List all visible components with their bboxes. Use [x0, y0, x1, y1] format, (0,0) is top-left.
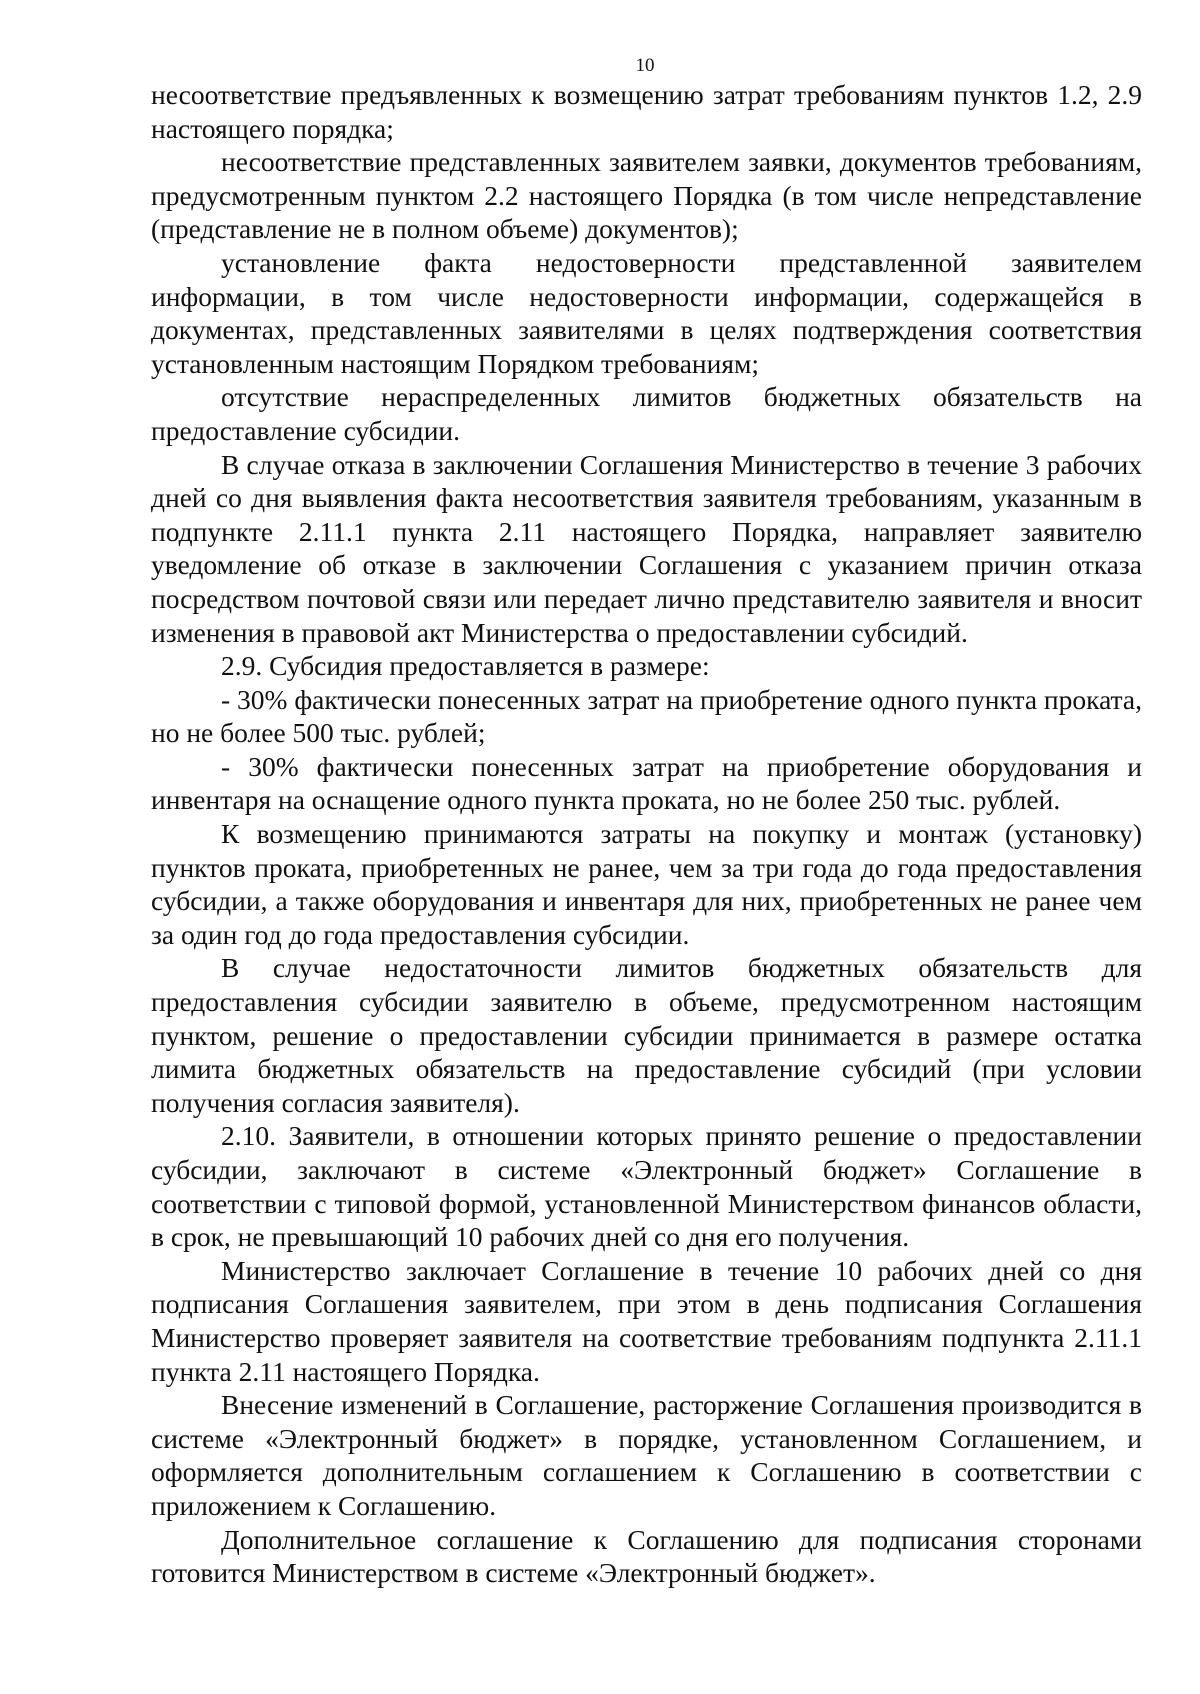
paragraph-14: Дополнительное соглашение к Соглашению для подписания сторонами готовится Министерством в системе «Электронный бюджет». [151, 1523, 1142, 1589]
paragraph-10: В случае недостаточности лимитов бюджетных обязательств для предоставления субсидии заявителю в объеме, предусмотренном настоящим пунктом, решение о предоставлении субсидии принимается в размере остатка лимита бюджетных обязательств на предоставление субсидий (при условии получения согласия заявителя). [151, 952, 1142, 1118]
paragraph-13: Внесение изменений в Соглашение, расторжение Соглашения производится в системе «Электронный бюджет» в порядке, установленном Соглашением, и оформляется дополнительным соглашением к Соглашению в соответствии с приложением к Соглашению. [151, 1389, 1142, 1521]
paragraph-7: - 30% фактически понесенных затрат на приобретение одного пункта проката, но не более 500 тыс. рублей; [151, 683, 1142, 749]
paragraph-12: Министерство заключает Соглашение в течение 10 рабочих дней со дня подписания Соглашения заявителем, при этом в день подписания Соглашения Министерство проверяет заявителя на соответствие требованиям подпункта 2.11.1 пункта 2.11 настоящего Порядка. [151, 1254, 1142, 1387]
paragraph-6: 2.9. Субсидия предоставляется в размере: [221, 650, 710, 682]
paragraph-4: отсутствие нераспределенных лимитов бюджетных обязательств на предоставление субсидии. [151, 381, 1142, 446]
paragraph-3: установление факта недостоверности представленной заявителем информации, в том числе недостоверности информации, содержащейся в документах, представленных заявителями в целях подтверждения соответствия установленным настоящим Порядком требованиям; [151, 246, 1142, 379]
paragraph-9: К возмещению принимаются затраты на покупку и монтаж (установку) пунктов проката, приобретенных не ранее, чем за три года до года предоставления субсидии, а также оборудования и инвентаря для них, приобретенных не ранее чем за один год до года предоставления субсидии. [151, 818, 1142, 950]
paragraph-1: несоответствие предъявленных к возмещению затрат требованиям пунктов 1.2, 2.9 настоящего порядка; [151, 79, 1142, 144]
paragraph-11: 2.10. Заявители, в отношении которых принято решение о предоставлении субсидии, заключают в системе «Электронный бюджет» Соглашение в соответствии с типовой формой, установленной Министерством финансов области, в срок, не превышающий 10 рабочих дней со дня его получения. [151, 1120, 1142, 1253]
paragraph-8: - 30% фактически понесенных затрат на приобретение оборудования и инвентаря на оснащение одного пункта проката, но не более 250 тыс. рублей. [151, 750, 1142, 816]
paragraph-5: В случае отказа в заключении Соглашения Министерство в течение 3 рабочих дней со дня выявления факта несоответствия заявителя требованиям, указанным в подпункте 2.11.1 пункта 2.11 настоящего Порядка, направляет заявителю уведомление об отказе в заключении Соглашения с указанием причин отказа посредством почтовой связи или передает лично представителю заявителя и вносит изменения в правовой акт Министерства о предоставлении субсидий. [151, 448, 1142, 648]
paragraph-2: несоответствие представленных заявителем заявки, документов требованиям, предусмотренным пунктом 2.2 настоящего Порядка (в том числе непредставление (представление не в полном объеме) документов); [151, 146, 1142, 245]
page-number: 10 [635, 55, 655, 76]
document-body [151, 78, 1142, 1590]
